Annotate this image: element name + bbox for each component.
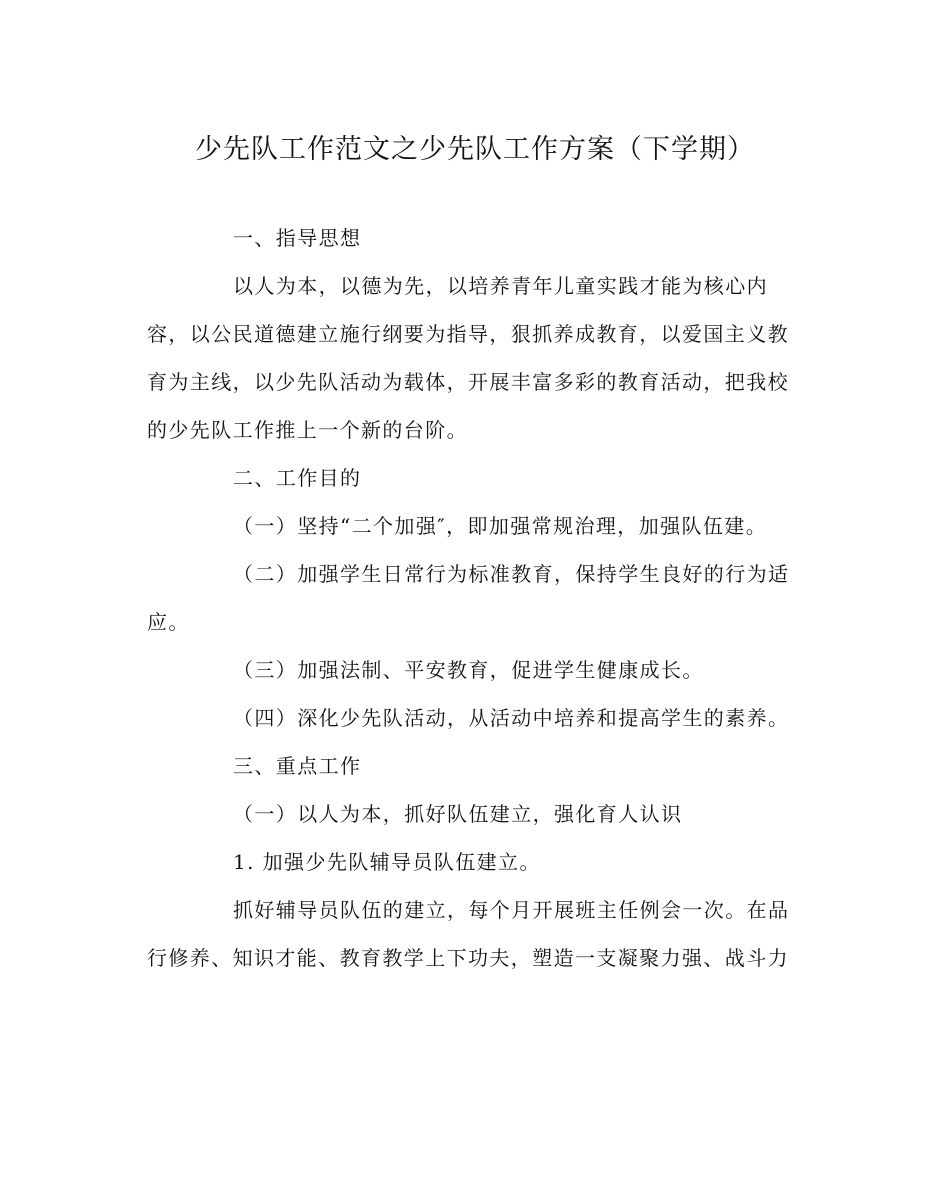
paragraph-line: 以人为本，以德为先，以培养青年儿童实践才能为核心内	[233, 274, 768, 298]
section-heading-work-goals: 二、工作目的	[233, 466, 362, 490]
paragraph-line: 的少先队工作推上一个新的台阶。	[147, 418, 468, 442]
paragraph-line: 抓好辅导员队伍的建立，每个月开展班主任例会一次。在品	[233, 898, 790, 922]
goal-item-1: （一）坚持“二个加强″，即加强常规治理，加强队伍建。	[233, 514, 768, 538]
goal-item-2: （二）加强学生日常行为标准教育，保持学生良好的行为适	[233, 562, 790, 586]
paragraph-line: 育为主线，以少先队活动为载体，开展丰富多彩的教育活动，把我校	[147, 370, 789, 394]
paragraph-line: 行修养、知识才能、教育教学上下功夫，塑造一支凝聚力强、战斗力	[147, 946, 789, 970]
goal-item-4: （四）深化少先队活动，从活动中培养和提高学生的素养。	[233, 706, 790, 730]
document-body	[147, 214, 802, 982]
key-work-item-1: （一）以人为本，抓好队伍建立，强化育人认识	[233, 802, 683, 826]
key-work-subitem-1: 1. 加强少先队辅导员队伍建立。	[233, 850, 541, 874]
goal-item-3: （三）加强法制、平安教育，促进学生健康成长。	[233, 658, 704, 682]
goal-item-2-continued: 应。	[147, 610, 190, 634]
document-title: 少先队工作范文之少先队工作方案（下学期）	[195, 134, 755, 165]
section-heading-guiding-ideology: 一、指导思想	[233, 226, 362, 250]
paragraph-line: 容，以公民道德建立施行纲要为指导，狠抓养成教育，以爱国主义教	[147, 322, 789, 346]
section-heading-key-work: 三、重点工作	[233, 754, 362, 778]
